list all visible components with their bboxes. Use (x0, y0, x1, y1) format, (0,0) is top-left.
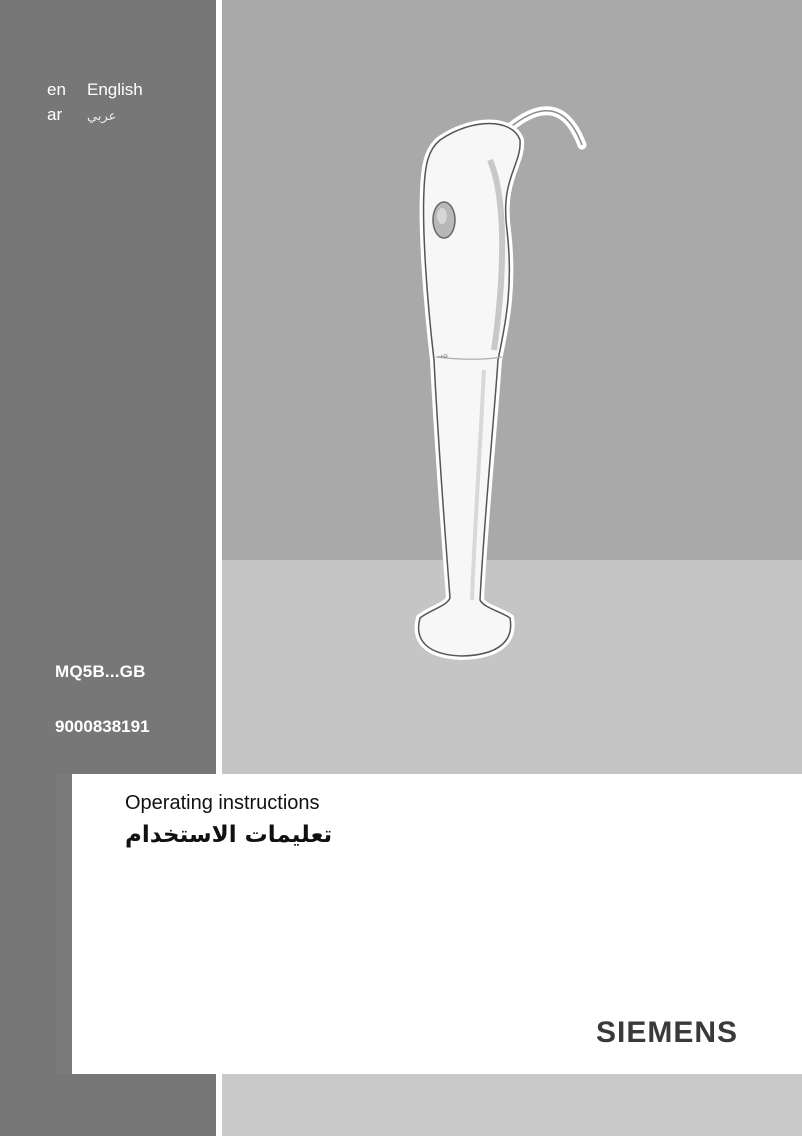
language-item-english (47, 80, 143, 100)
panel-left-stripe (56, 774, 72, 1074)
model-number: MQ5B...GB (55, 662, 146, 681)
svg-text:⇢⊖: ⇢⊖ (438, 353, 449, 360)
title-arabic: تعليمات الاستخدام (125, 822, 333, 848)
hand-blender-illustration (222, 0, 802, 774)
language-item-arabic (47, 105, 116, 127)
language-code: ar (47, 105, 63, 124)
language-code: en (47, 80, 66, 99)
bottom-gray-strip (222, 1074, 802, 1136)
language-name: عربي (87, 109, 117, 124)
part-number: 9000838191 (55, 717, 150, 736)
language-name: English (87, 80, 143, 99)
brand-logo: SIEMENS (595, 1016, 738, 1049)
panel-left-gap (72, 774, 78, 1074)
title-english: Operating instructions (125, 792, 320, 814)
